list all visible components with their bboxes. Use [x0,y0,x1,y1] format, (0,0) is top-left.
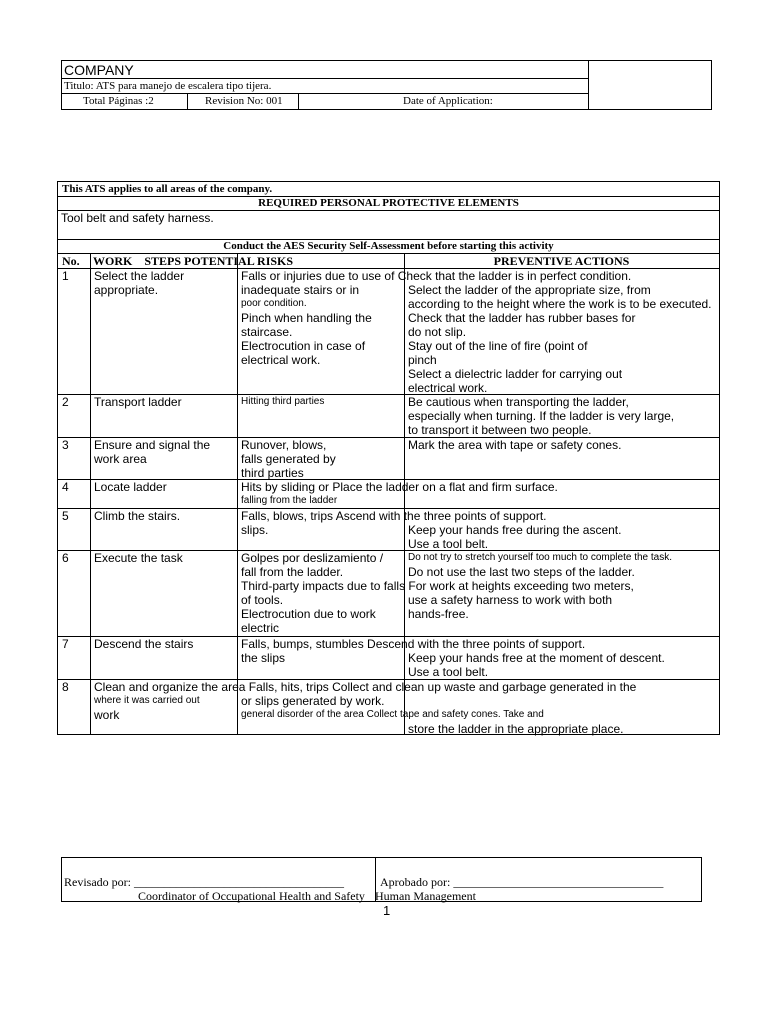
revisado-role: Coordinator of Occupational Health and Safety [138,889,365,903]
row-8-risks: or slips generated by work. general disorder of the area Collect tape and safety cones. Take and [241,694,544,720]
row-4-risks: Hits by sliding or Place the ladder on a flat and firm surface. falling from the ladder [241,480,558,506]
row-5-number: 5 [62,509,69,523]
row-2-step: Transport ladder [94,395,182,409]
row-5-risks: Falls, blows, trips Ascend with the three points of support. slips. [241,509,547,537]
row-7-actions: Keep your hands free at the moment of descent. Use a tool belt. [408,651,665,679]
ats-table [57,181,720,735]
document-header [61,60,712,110]
row-5-actions: Keep your hands free during the ascent. Use a tool belt. [408,523,622,551]
row-7-step: Descend the stairs [94,637,194,651]
header-divider [588,61,589,109]
aprobado-por: Aprobado por: ___________________________________ [380,875,664,889]
row-1-number: 1 [62,269,69,283]
conduct-note: Conduct the AES Security Self-Assessment before starting this activity [223,240,554,252]
row-2-number: 2 [62,395,69,409]
row-4-step: Locate ladder [94,480,167,494]
column-header-preventive: PREVENTIVE ACTIONS [493,254,630,268]
row-3-number: 3 [62,438,69,452]
total-pages: Total Páginas :2 [62,94,188,110]
signature-block [61,857,702,902]
document-title: Titulo: ATS para manejo de escalera tipo tijera. [62,79,588,94]
row-2-actions: Be cautious when transporting the ladder, especially when turning. If the ladder is very large, to transport it between two people. [408,395,675,437]
revision-number: Revision No: 001 [188,94,299,110]
header-meta-row [62,94,588,110]
date-of-application: Date of Application: [403,95,493,107]
revisado-por: Revisado por: ___________________________________ [64,875,344,889]
row-1-step: Select the ladder appropriate. [94,269,185,297]
row-4-number: 4 [62,480,69,494]
required-ppe-heading: REQUIRED PERSONAL PROTECTIVE ELEMENTS [258,197,519,209]
row-1-actions: Select the ladder of the appropriate size, from according to the height where the work is to be executed. Check that the ladder has rubber bases for do not slip. Stay out of the line of fire (point of pinch Select a dielectric ladder for carrying out electrical work. [408,283,712,395]
applies-note: This ATS applies to all areas of the company. [62,183,273,195]
row-6-step: Execute the task [94,551,183,565]
aprobado-role: Human Management [375,889,476,903]
row-6-actions: Do not try to stretch yourself too much to complete the task. Do not use the last two steps of the ladder. use a safety harness to work with both hands-free. [408,552,673,621]
row-3-step: Ensure and signal the work area [94,438,211,466]
column-header-no: No. [62,254,80,268]
row-1-risks: Falls or injuries due to use of Check that the ladder is in perfect condition. inadequate stairs or in poor condition. Pinch when handling the staircase. Electrocution in case of electrical work. [241,269,632,367]
page-number: 1 [383,903,391,918]
company-name: COMPANY [62,61,588,79]
column-header-work-steps: WORK STEPS POTENTIAL RISKS [93,254,294,268]
row-6-risks: Golpes por deslizamiento / fall from the ladder. Third-party impacts due to falls For work at heights exceeding two meters, of tools. Electrocution due to work electric [241,551,634,635]
row-8-actions: store the ladder in the appropriate place. [408,722,624,736]
row-3-risks: Runover, blows, falls generated by third parties [241,438,336,480]
row-7-risks: Falls, bumps, stumbles Descend with the three points of support. the slips [241,637,586,665]
row-8-number: 8 [62,680,69,694]
row-5-step: Climb the stairs. [94,509,181,523]
row-8-step: Clean and organize the area Falls, hits, trips Collect and clean up waste and garbage generated in the where it was carried out work [94,680,637,722]
row-3-actions: Mark the area with tape or safety cones. [408,438,622,452]
row-2-risks: Hitting third parties [241,396,325,407]
row-6-number: 6 [62,551,69,565]
required-ppe-text: Tool belt and safety harness. [61,211,214,225]
row-7-number: 7 [62,637,69,651]
